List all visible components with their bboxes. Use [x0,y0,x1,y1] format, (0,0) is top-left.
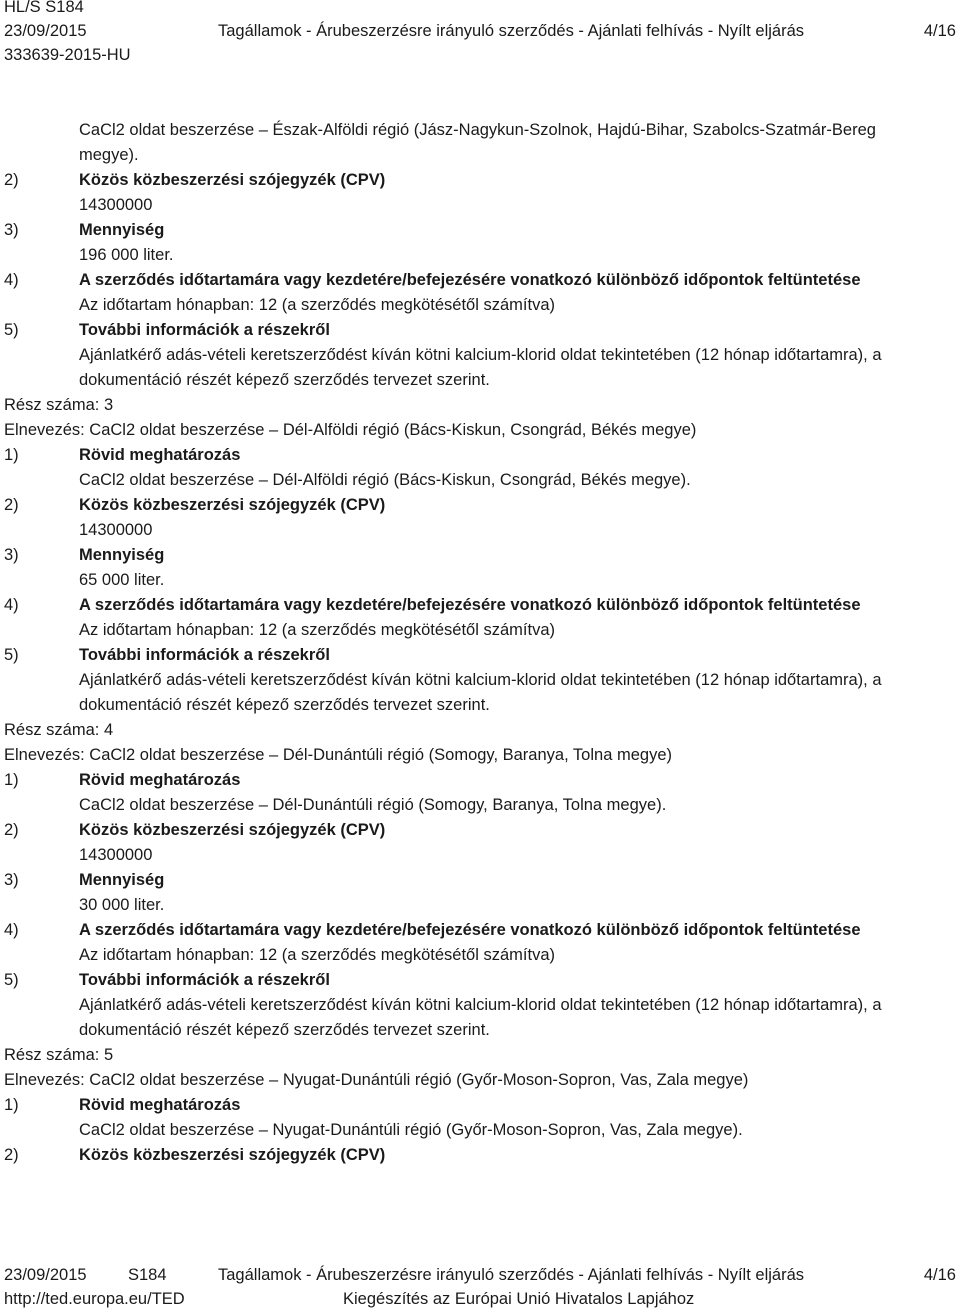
additional-info-section [4,968,944,1043]
lot-5 [4,1043,944,1168]
cpv-section [4,493,944,543]
short-description: CaCl2 oldat beszerzése – Dél-Alföldi régió (Bács-Kiskun, Csongrád, Békés megye). [79,471,691,489]
quantity-value: 30 000 liter. [79,896,165,914]
footer-supplement: Kiegészítés az Európai Unió Hivatalos Lapjához [343,1290,695,1308]
info-text: Ajánlatkérő adás-vételi keretszerződést kíván kötni kalcium-klorid oldat tekintetében (12 hónap időtartamra), a [79,671,882,689]
lot-3 [4,393,944,718]
lot-name: Elnevezés: CaCl2 oldat beszerzése – Dél-Dunántúli régió (Somogy, Baranya, Tolna megye) [4,746,672,764]
info-text-cont: dokumentáció részét képező szerződés tervezet szerint. [79,1021,490,1039]
footer-date: 23/09/2015 [4,1266,87,1284]
additional-info-section [4,318,944,393]
section-heading: A szerződés időtartamára vagy kezdetére/befejezésére vonatkozó különböző időpontok feltüntetése [79,271,861,289]
short-description: CaCl2 oldat beszerzése – Dél-Dunántúli régió (Somogy, Baranya, Tolna megye). [79,796,667,814]
short-description: CaCl2 oldat beszerzése – Nyugat-Dunántúli régió (Győr-Moson-Sopron, Vas, Zala megye). [79,1121,743,1139]
quantity-section [4,868,944,918]
cpv-section [4,1143,944,1168]
item-number: 1) [4,446,19,464]
cpv-code: 14300000 [79,196,153,214]
page-footer [4,1264,956,1311]
item-number: 4) [4,921,19,939]
header-series: HL/S S184 [4,0,84,16]
quantity-value: 196 000 liter. [79,246,174,264]
section-heading: Közös közbeszerzési szójegyzék (CPV) [79,496,386,514]
header-title: Tagállamok - Árubeszerzésre irányuló szerződés - Ajánlati felhívás - Nyílt eljárás [218,22,804,40]
cpv-section [4,818,944,868]
section-heading: További információk a részekről [79,646,330,664]
quantity-section [4,543,944,593]
section-heading: Mennyiség [79,546,165,564]
lot-name: Elnevezés: CaCl2 oldat beszerzése – Nyugat-Dunántúli régió (Győr-Moson-Sopron, Vas, Zala megye) [4,1071,749,1089]
item-number: 2) [4,496,19,514]
footer-title: Tagállamok - Árubeszerzésre irányuló szerződés - Ajánlati felhívás - Nyílt eljárás [218,1266,804,1284]
lot-number: Rész száma: 3 [4,396,114,414]
section-heading: A szerződés időtartamára vagy kezdetére/befejezésére vonatkozó különböző időpontok feltüntetése [79,921,861,939]
section-heading: A szerződés időtartamára vagy kezdetére/befejezésére vonatkozó különböző időpontok feltüntetése [79,596,861,614]
section-heading: További információk a részekről [79,321,330,339]
footer-series: S184 [128,1266,167,1284]
quantity-value: 65 000 liter. [79,571,165,589]
lot-name: Elnevezés: CaCl2 oldat beszerzése – Dél-Alföldi régió (Bács-Kiskun, Csongrád, Békés megye) [4,421,697,439]
section-heading: Közös közbeszerzési szójegyzék (CPV) [79,1146,386,1164]
section-heading: Mennyiség [79,221,165,239]
description-text-cont: megye). [79,146,139,164]
section-heading: Rövid meghatározás [79,1096,241,1114]
item-number: 5) [4,971,19,989]
section-heading: Mennyiség [79,871,165,889]
duration-value: Az időtartam hónapban: 12 (a szerződés megkötésétől számítva) [79,621,555,639]
item-number: 4) [4,596,19,614]
lot-4 [4,718,944,1043]
item-number: 3) [4,221,19,239]
duration-value: Az időtartam hónapban: 12 (a szerződés megkötésétől számítva) [79,296,555,314]
document-body [4,118,944,1168]
duration-section [4,593,944,643]
footer-page-number: 4/16 [923,1266,956,1284]
item-number: 2) [4,1146,19,1164]
section-heading: További információk a részekről [79,971,330,989]
section-heading: Rövid meghatározás [79,446,241,464]
short-description-section [4,768,944,818]
section-heading: Közös közbeszerzési szójegyzék (CPV) [79,171,386,189]
header-notice-id: 333639-2015-HU [4,46,131,64]
cpv-section [4,168,944,218]
cpv-code: 14300000 [79,521,153,539]
item-number: 5) [4,646,19,664]
short-description-section [4,1093,944,1143]
item-number: 2) [4,171,19,189]
item-number: 1) [4,1096,19,1114]
item-number: 1) [4,771,19,789]
item-number: 2) [4,821,19,839]
additional-info-section [4,643,944,718]
cpv-code: 14300000 [79,846,153,864]
short-description-section [4,443,944,493]
description-text: CaCl2 oldat beszerzése – Észak-Alföldi régió (Jász-Nagykun-Szolnok, Hajdú-Bihar, Szabolcs-Szatmár-Bereg [79,121,876,139]
footer-url[interactable]: http://ted.europa.eu/TED [4,1290,185,1308]
info-text-cont: dokumentáció részét képező szerződés tervezet szerint. [79,371,490,389]
info-text: Ajánlatkérő adás-vételi keretszerződést kíván kötni kalcium-klorid oldat tekintetében (12 hónap időtartamra), a [79,346,882,364]
section-heading: Rövid meghatározás [79,771,241,789]
info-text: Ajánlatkérő adás-vételi keretszerződést kíván kötni kalcium-klorid oldat tekintetében (12 hónap időtartamra), a [79,996,882,1014]
page-header [4,0,956,70]
item-number: 3) [4,546,19,564]
lot-number: Rész száma: 4 [4,721,114,739]
item-number: 4) [4,271,19,289]
section-heading: Közös közbeszerzési szójegyzék (CPV) [79,821,386,839]
info-text-cont: dokumentáció részét képező szerződés tervezet szerint. [79,696,490,714]
header-page-number: 4/16 [923,22,956,40]
duration-value: Az időtartam hónapban: 12 (a szerződés megkötésétől számítva) [79,946,555,964]
item-number: 5) [4,321,19,339]
lot-number: Rész száma: 5 [4,1046,114,1064]
duration-section [4,918,944,968]
header-date: 23/09/2015 [4,22,87,40]
quantity-section [4,218,944,268]
duration-section [4,268,944,318]
item-number: 3) [4,871,19,889]
